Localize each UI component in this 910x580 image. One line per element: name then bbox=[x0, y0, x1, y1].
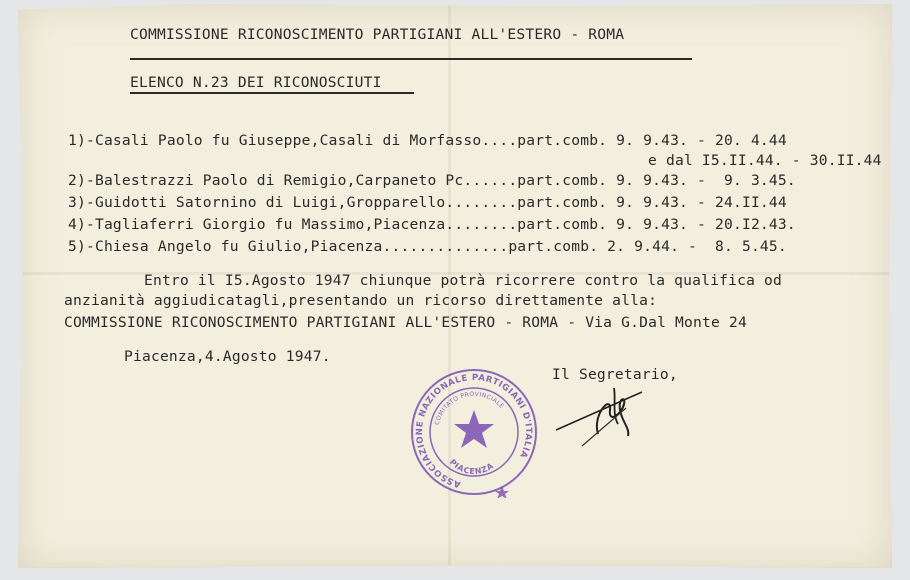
entry-line: 2)-Balestrazzi Paolo di Remigio,Carpaneto Pc......part.comb. 9. 9.43. - 9. 3.45. bbox=[68, 172, 796, 189]
title-underline bbox=[130, 58, 692, 60]
association-stamp bbox=[408, 366, 540, 498]
svg-text:PIACENZA: PIACENZA bbox=[447, 457, 496, 477]
place-date: Piacenza,4.Agosto 1947. bbox=[124, 348, 331, 365]
svg-text:ASSOCIAZIONE NAZIONALE PARTIGI: ASSOCIAZIONE NAZIONALE PARTIGIANI D'ITALIA bbox=[415, 372, 534, 490]
notice-line: anzianità aggiudicatagli,presentando un ricorso direttamente alla: bbox=[64, 292, 658, 309]
entry-line: e dal I5.II.44. - 30.II.44 bbox=[648, 152, 882, 169]
signature-label: Il Segretario, bbox=[552, 366, 678, 383]
document-title: COMMISSIONE RICONOSCIMENTO PARTIGIANI ALL'ESTERO - ROMA bbox=[130, 26, 625, 43]
document-subtitle: ELENCO N.23 DEI RICONOSCIUTI bbox=[130, 74, 382, 91]
entry-line: 5)-Chiesa Angelo fu Giulio,Piacenza..............part.comb. 2. 9.44. - 8. 5.45. bbox=[68, 238, 787, 255]
subtitle-underline bbox=[130, 92, 414, 94]
svg-text:COMITATO PROVINCIALE: COMITATO PROVINCIALE bbox=[433, 390, 506, 426]
entry-line: 4)-Tagliaferri Giorgio fu Massimo,Piacenza........part.comb. 9. 9.43. - 20.I2.43. bbox=[68, 216, 796, 233]
entry-line: 1)-Casali Paolo fu Giuseppe,Casali di Morfasso....part.comb. 9. 9.43. - 20. 4.44 bbox=[68, 132, 787, 149]
notice-address: COMMISSIONE RICONOSCIMENTO PARTIGIANI ALL'ESTERO - ROMA - Via G.Dal Monte 24 bbox=[64, 314, 747, 331]
entry-line: 3)-Guidotti Satornino di Luigi,Gropparello........part.comb. 9. 9.43. - 24.II.44 bbox=[68, 194, 787, 211]
handwritten-signature bbox=[552, 374, 652, 450]
notice-line: Entro il I5.Agosto 1947 chiunque potrà ricorrere contro la qualifica od bbox=[144, 272, 783, 289]
